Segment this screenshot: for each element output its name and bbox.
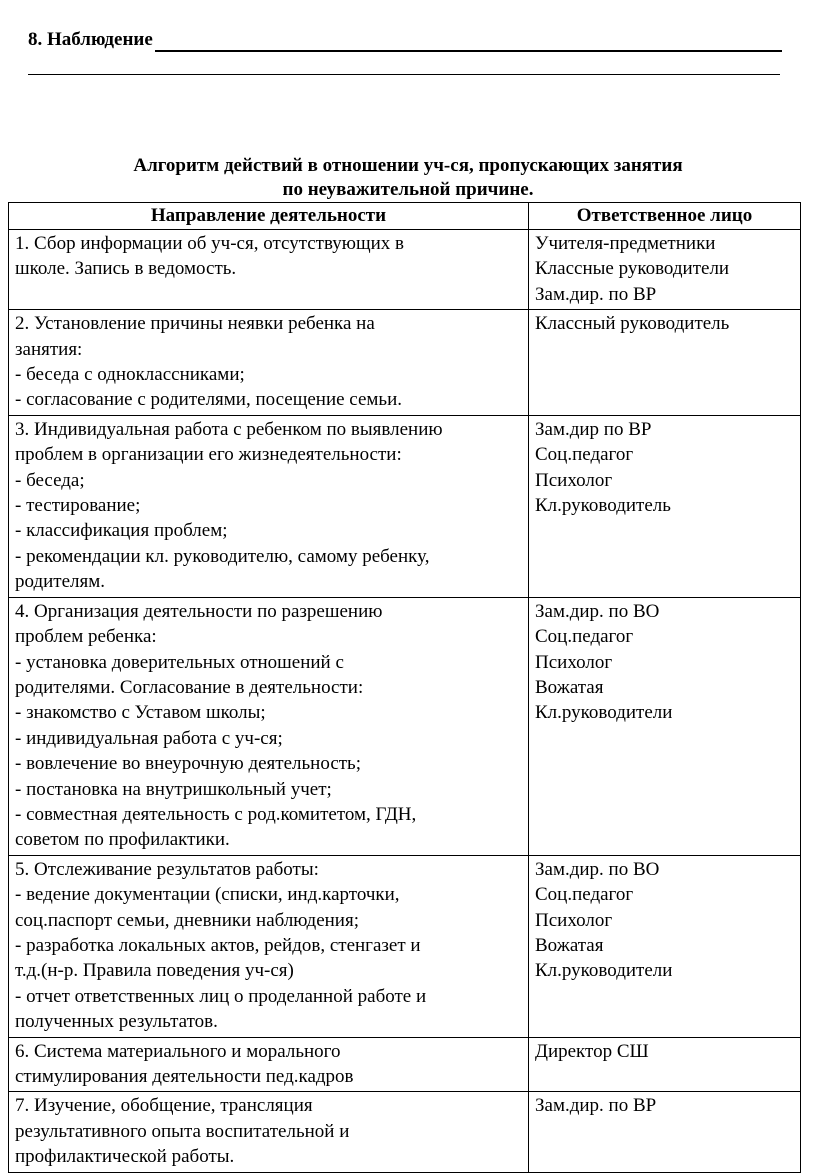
responsible-line: Кл.руководитель xyxy=(535,495,671,517)
direction-line: т.д.(н-р. Правила поведения уч-ся) xyxy=(15,960,294,982)
responsible-cell xyxy=(529,1037,801,1092)
direction-line: - классификация проблем; xyxy=(15,520,228,542)
direction-line: 1. Сбор информации об уч-ся, отсутствующих в xyxy=(15,233,405,254)
blank-fill-line xyxy=(28,74,780,75)
responsible-line: Вожатая xyxy=(535,934,604,956)
responsible-line: Психолог xyxy=(535,469,613,491)
column-header-responsible: Ответственное лицо xyxy=(529,203,801,230)
direction-cell xyxy=(9,597,529,855)
direction-line: - индивидуальная работа с уч-ся; xyxy=(15,727,283,749)
direction-line: - ведение документации (списки, инд.карточки, xyxy=(15,884,400,906)
direction-line: соц.паспорт семьи, дневники наблюдения; xyxy=(15,909,359,931)
direction-line: 7. Изучение, обобщение, трансляция xyxy=(15,1095,313,1117)
algorithm-table xyxy=(8,202,801,1173)
responsible-line: Зам.дир по ВР xyxy=(535,418,652,440)
direction-line: - постановка на внутришкольный учет; xyxy=(15,778,332,800)
direction-line: - беседа с одноклассниками; xyxy=(15,364,245,386)
direction-line: полученных результатов. xyxy=(15,1011,218,1033)
direction-line: - совместная деятельность с род.комитетом, ГДН, xyxy=(15,803,417,825)
direction-line: проблем ребенка: xyxy=(15,626,157,648)
responsible-line: Соц.педагог xyxy=(535,444,634,466)
responsible-line: Классный руководитель xyxy=(535,313,730,335)
responsible-line: Зам.дир. по ВР xyxy=(535,283,657,305)
direction-line: занятия: xyxy=(15,338,83,360)
direction-line: - знакомство с Уставом школы; xyxy=(15,702,266,724)
direction-cell xyxy=(9,1092,529,1172)
direction-line: родителям. xyxy=(15,571,106,593)
table-row xyxy=(9,1092,801,1172)
table-row xyxy=(9,415,801,597)
table-body xyxy=(9,230,801,1173)
direction-cell xyxy=(9,310,529,416)
responsible-line: Зам.дир. по ВО xyxy=(535,600,660,622)
direction-cell xyxy=(9,1037,529,1092)
direction-line: стимулирования деятельности пед.кадров xyxy=(15,1066,354,1087)
direction-line: родителями. Согласование в деятельности: xyxy=(15,676,364,698)
table-row xyxy=(9,310,801,416)
responsible-line: Зам.дир. по ВР xyxy=(535,1095,657,1117)
direction-line: - беседа; xyxy=(15,469,85,491)
direction-line: - вовлечение во внеурочную деятельность; xyxy=(15,753,361,775)
document-title-line-1: Алгоритм действий в отношении уч-ся, пропускающих занятия xyxy=(133,155,683,176)
responsible-line: Директор СШ xyxy=(535,1040,649,1062)
table-row xyxy=(9,855,801,1037)
responsible-line: Кл.руководители xyxy=(535,702,673,724)
responsible-line: Психолог xyxy=(535,909,613,931)
section-heading xyxy=(28,28,782,52)
responsible-cell xyxy=(529,310,801,416)
direction-line: - разработка локальных актов, рейдов, стенгазет и xyxy=(15,934,421,956)
table-row xyxy=(9,230,801,310)
responsible-cell xyxy=(529,855,801,1037)
direction-line: - отчет ответственных лиц о проделанной работе и xyxy=(15,985,427,1007)
responsible-line: Учителя-предметники xyxy=(535,233,716,254)
heading-underline xyxy=(155,32,782,52)
table-header-row xyxy=(9,203,801,230)
direction-line: 4. Организация деятельности по разрешению xyxy=(15,600,383,622)
responsible-line: Классные руководители xyxy=(535,258,730,280)
direction-line: советом по профилактики. xyxy=(15,829,230,851)
direction-line: школе. Запись в ведомость. xyxy=(15,258,237,280)
direction-cell xyxy=(9,415,529,597)
direction-line: - установка доверительных отношений с xyxy=(15,651,344,673)
direction-line: - рекомендации кл. руководителю, самому ребенку, xyxy=(15,545,430,567)
table-row xyxy=(9,597,801,855)
direction-line: профилактической работы. xyxy=(15,1146,235,1168)
responsible-line: Вожатая xyxy=(535,676,604,698)
direction-line: - согласование с родителями, посещение семьи. xyxy=(15,389,403,411)
responsible-cell xyxy=(529,230,801,310)
document-title-line-2: по неуважительной причине. xyxy=(282,179,534,200)
responsible-line: Кл.руководители xyxy=(535,960,673,982)
direction-cell xyxy=(9,855,529,1037)
column-header-direction: Направление деятельности xyxy=(9,203,529,230)
direction-line: результативного опыта воспитательной и xyxy=(15,1120,350,1142)
responsible-cell xyxy=(529,415,801,597)
direction-line: - тестирование; xyxy=(15,495,141,517)
direction-line: 6. Система материального и морального xyxy=(15,1040,341,1062)
direction-line: 3. Индивидуальная работа с ребенком по выявлению xyxy=(15,418,443,440)
direction-cell xyxy=(9,230,529,310)
responsible-line: Зам.дир. по ВО xyxy=(535,858,660,880)
direction-line: 5. Отслеживание результатов работы: xyxy=(15,858,319,880)
table-row xyxy=(9,1037,801,1092)
section-heading-label: 8. Наблюдение xyxy=(28,29,153,50)
responsible-cell xyxy=(529,1092,801,1172)
responsible-line: Соц.педагог xyxy=(535,626,634,648)
responsible-line: Психолог xyxy=(535,651,613,673)
responsible-cell xyxy=(529,597,801,855)
direction-line: проблем в организации его жизнедеятельности: xyxy=(15,444,402,466)
document-title xyxy=(8,154,808,202)
direction-line: 2. Установление причины неявки ребенка на xyxy=(15,313,375,335)
responsible-line: Соц.педагог xyxy=(535,884,634,906)
